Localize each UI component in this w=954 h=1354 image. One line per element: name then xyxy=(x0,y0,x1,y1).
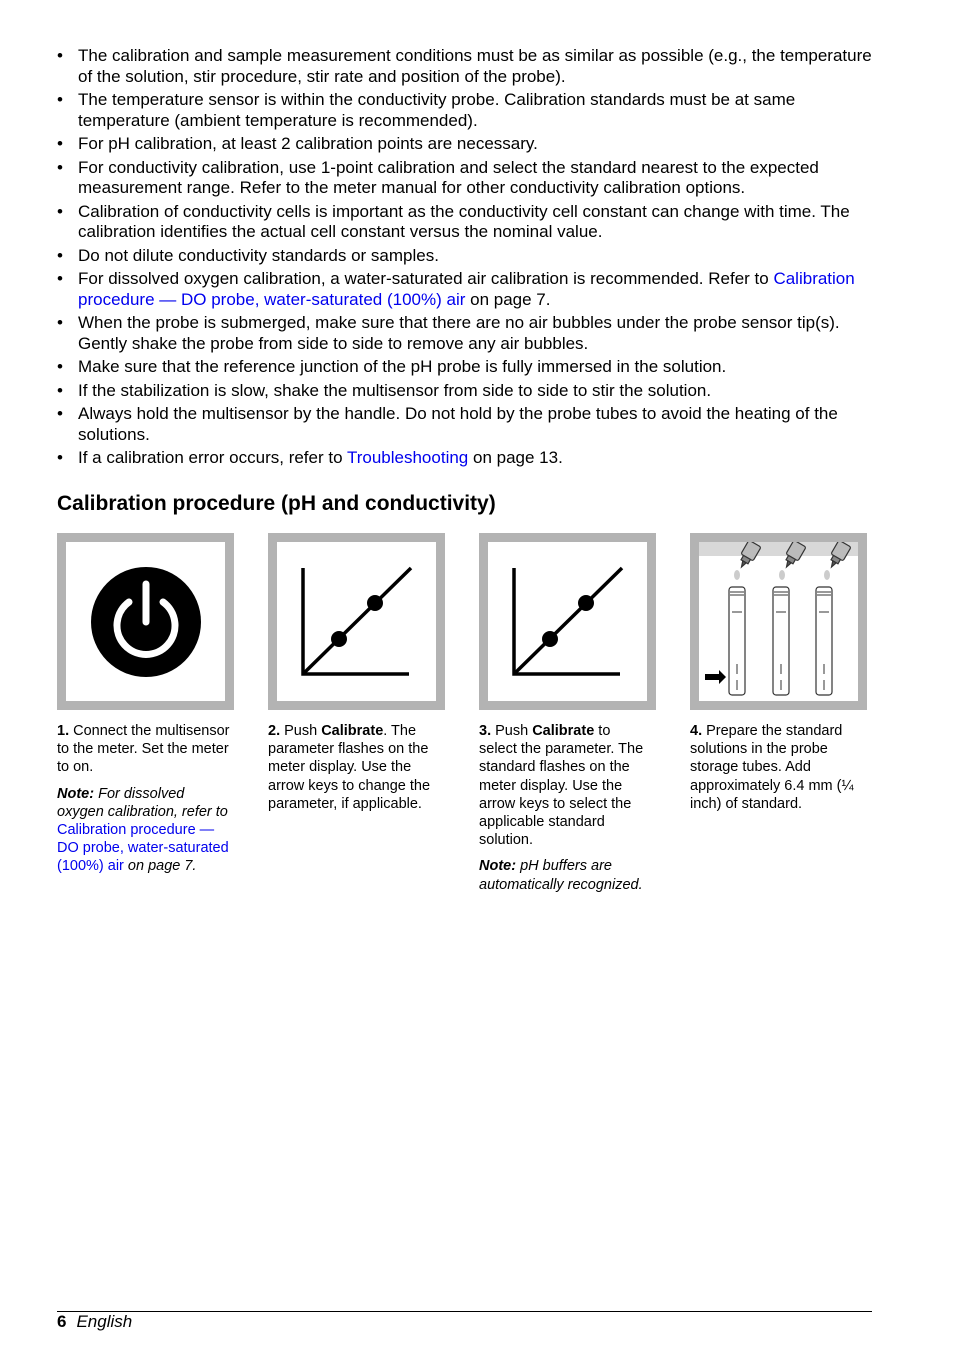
list-item xyxy=(57,90,877,131)
bullet-marker: • xyxy=(57,380,63,400)
calibrate-key-label: Calibrate xyxy=(321,723,384,739)
step-text-end: . The parameter flashes on the meter display. Use the arrow keys to change the parameter, if applicable. xyxy=(268,723,431,812)
step-number: 1. xyxy=(57,723,70,739)
bullet-marker: • xyxy=(57,357,63,376)
bullet-marker: • xyxy=(57,269,63,288)
note-label: Note: xyxy=(57,785,95,802)
page-footer xyxy=(57,1312,132,1332)
calibration-graph-icon xyxy=(488,542,647,701)
bullet-marker: • xyxy=(57,313,63,332)
footer-language: English xyxy=(76,1312,133,1331)
bullet-marker: • xyxy=(57,46,63,65)
bullet-marker: • xyxy=(57,90,63,109)
step-1-illustration xyxy=(57,533,234,710)
list-item-text-end: on page 7. xyxy=(465,289,551,309)
step-text: Prepare the standard solutions in the probe storage tubes. Add approximately 6.4 mm (¼ inch) of standard. xyxy=(690,723,854,812)
list-item xyxy=(57,313,877,354)
footer-divider xyxy=(57,1311,872,1312)
bullet-marker: • xyxy=(57,201,63,221)
step-2-illustration xyxy=(268,533,445,710)
list-item-text: The temperature sensor is within the conductivity probe. Calibration standards must be at same temperature (ambient temperature is recommended). xyxy=(78,90,796,130)
list-item-text: Always hold the multisensor by the handle. Do not hold by the probe tubes to avoid the heating of the solutions. xyxy=(78,404,838,444)
list-item xyxy=(57,357,877,378)
step-text: Connect the multisensor to the meter. Set the meter to on. xyxy=(57,723,230,776)
step-4-illustration xyxy=(690,533,867,710)
step-number: 3. xyxy=(479,723,492,739)
step-text: Push xyxy=(491,723,533,739)
list-item-text: The calibration and sample measurement conditions must be as similar as possible (e.g., the temperature of the solution, stir procedure, stir rate and position of the probe). xyxy=(78,46,872,86)
list-item-text: For pH calibration, at least 2 calibration points are necessary. xyxy=(78,134,538,153)
note-label: Note: xyxy=(479,858,517,875)
section-heading: Calibration procedure (pH and conductivity) xyxy=(57,492,496,515)
list-item-text: Calibration of conductivity cells is important as the conductivity cell constant can change with time. The calibration identifies the actual cell constant versus the nominal value. xyxy=(78,201,850,241)
page-number: 6 xyxy=(57,1312,67,1331)
step-text: Push xyxy=(280,723,322,739)
bullet-marker: • xyxy=(57,448,63,467)
list-item-text: If the stabilization is slow, shake the multisensor from side to side to stir the solution. xyxy=(78,380,712,400)
note-text: For dissolved oxygen calibration, refer to xyxy=(57,785,228,820)
list-item xyxy=(57,246,877,267)
list-item-text: For dissolved oxygen calibration, a water-saturated air calibration is recommended. Refer to xyxy=(78,269,774,288)
calibration-do-link[interactable]: Calibration procedure — DO probe, water-saturated (100%) air xyxy=(57,822,229,875)
step-note xyxy=(57,785,235,876)
step-note xyxy=(479,857,649,893)
list-item-text: When the probe is submerged, make sure that there are no air bubbles under the probe sensor tip(s). Gently shake the probe from side to side to remove any air bubbles. xyxy=(78,313,840,353)
note-text: pH buffers are automatically recognized. xyxy=(479,858,643,893)
list-item xyxy=(57,202,877,243)
step-text-end: to select the parameter. The standard flashes on the meter display. Use the arrow keys to select the applicable standard solution. xyxy=(479,723,644,849)
step-number: 4. xyxy=(690,723,703,739)
list-item xyxy=(57,404,877,445)
requirements-list xyxy=(57,46,877,472)
calibrate-key-label: Calibrate xyxy=(532,723,595,739)
step-4-caption xyxy=(690,722,860,821)
step-2-caption xyxy=(268,722,440,821)
list-item xyxy=(57,46,877,87)
storage-tubes-icon xyxy=(699,542,858,701)
power-icon xyxy=(66,542,225,701)
step-1-caption xyxy=(57,722,235,884)
list-item-text: Do not dilute conductivity standards or samples. xyxy=(78,245,439,265)
bullet-marker: • xyxy=(57,404,63,423)
list-item xyxy=(57,134,877,155)
calibration-graph-icon xyxy=(277,542,436,701)
cross-reference-link[interactable]: Calibration procedure — DO probe, water-saturated (100%) air xyxy=(78,269,855,309)
list-item xyxy=(57,448,877,469)
list-item-text: For conductivity calibration, use 1-point calibration and select the standard nearest to the expected measurement range. Refer to the meter manual for other conductivity calibration options. xyxy=(78,157,819,197)
step-3-caption xyxy=(479,722,649,902)
bullet-marker: • xyxy=(57,134,63,153)
list-item-text: Make sure that the reference junction of the pH probe is fully immersed in the solution. xyxy=(78,357,727,376)
list-item xyxy=(57,158,877,199)
note-text-end: on page 7. xyxy=(123,858,197,875)
step-number: 2. xyxy=(268,723,281,739)
bullet-marker: • xyxy=(57,157,63,177)
list-item-text: If a calibration error occurs, refer to xyxy=(78,448,347,467)
step-3-illustration xyxy=(479,533,656,710)
bullet-marker: • xyxy=(57,245,63,265)
cross-reference-link[interactable]: Troubleshooting xyxy=(346,448,469,467)
list-item xyxy=(57,381,877,402)
list-item-text-end: on page 13. xyxy=(468,448,563,467)
list-item xyxy=(57,269,877,310)
